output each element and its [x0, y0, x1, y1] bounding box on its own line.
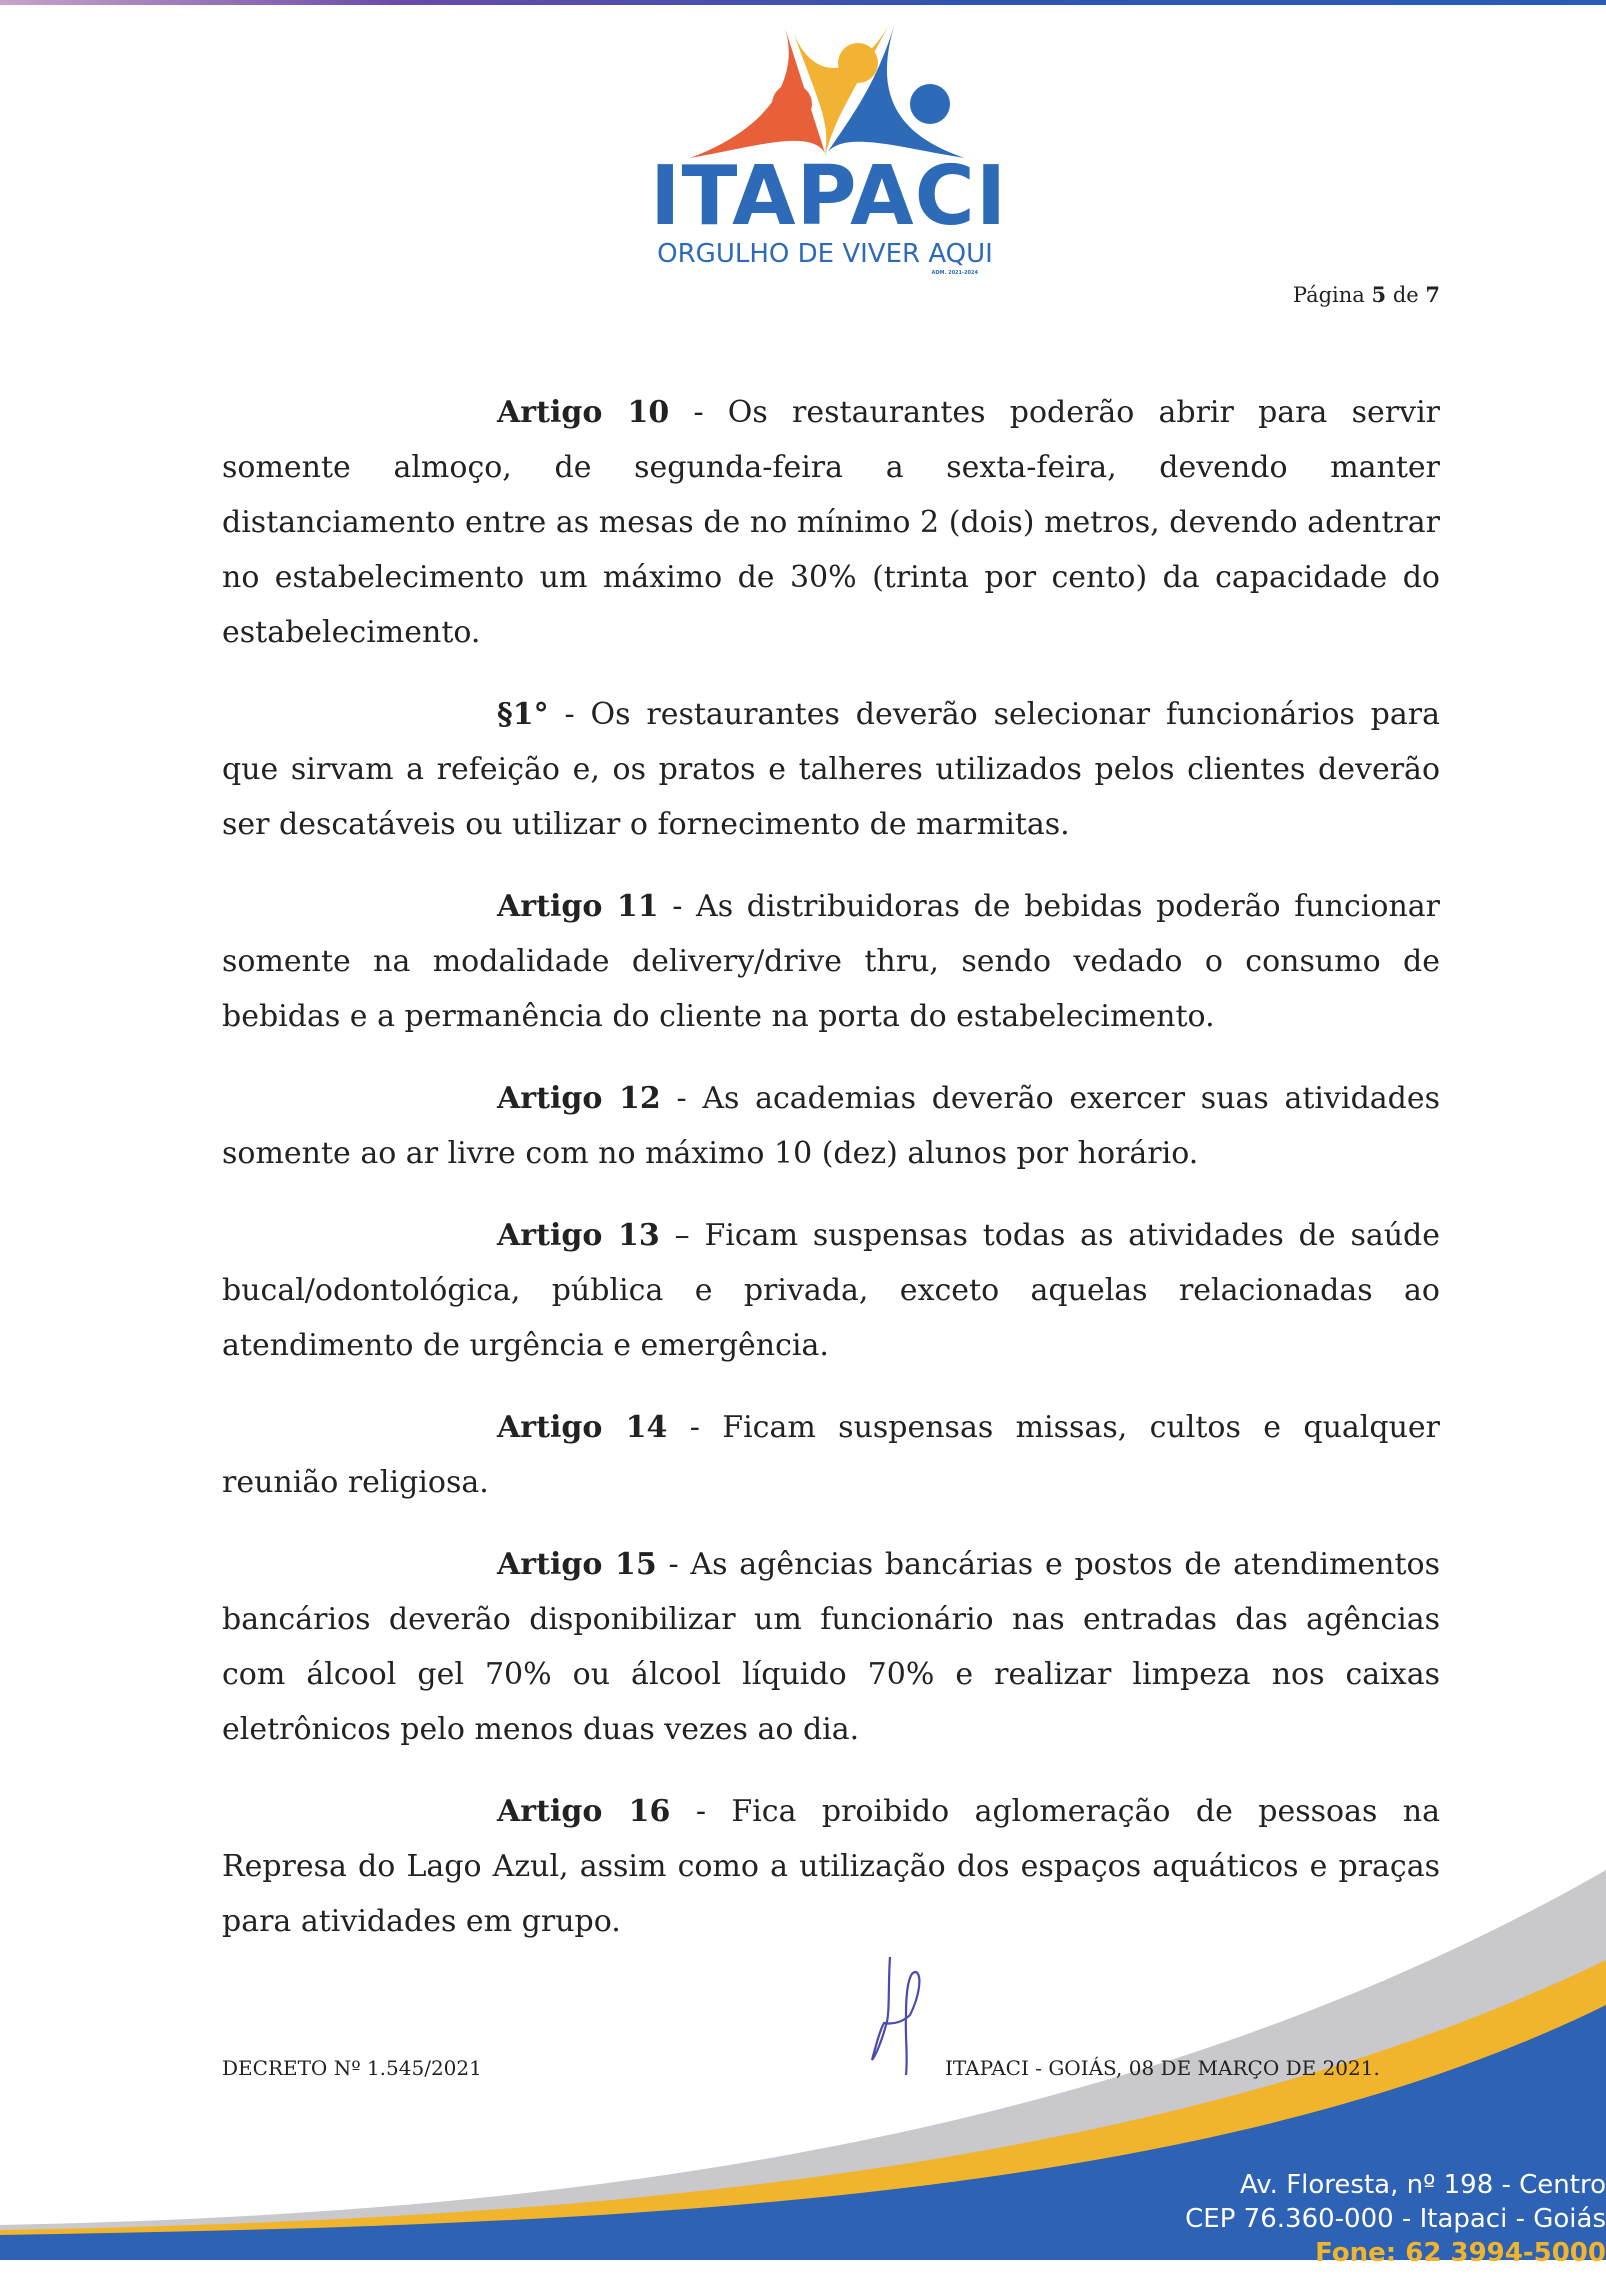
page-total: 7	[1425, 282, 1440, 307]
article-text: - Os restaurantes poderão abrir para servir somente almoço, de segunda-feira a sexta-feira, devendo manter distanciamento entre as mesas de no mínimo 2 (dois) metros, devendo adentrar no estabelecimento um máximo de 30% (trinta por cento) da capacidade do estabelecimento.	[222, 395, 1440, 650]
address-block	[1185, 2168, 1606, 2270]
phone-number: Fone: 62 3994-5000	[1315, 2238, 1606, 2268]
itapaci-logo	[650, 8, 1008, 276]
article-text: – Ficam suspensas todas as atividades de saúde bucal/odontológica, pública e privada, exceto aquelas relacionadas ao atendimento de urgência e emergência.	[222, 1218, 1441, 1363]
decree-number: DECRETO Nº 1.545/2021	[222, 2056, 482, 2080]
page-number	[1293, 282, 1440, 307]
paragraph-1	[222, 687, 1440, 852]
page-current: 5	[1371, 282, 1387, 307]
article-heading: Artigo 15	[497, 1547, 657, 1582]
article-text: - Os restaurantes deverão selecionar funcionários para que sirvam a refeição e, os pratos e talheres utilizados pelos clientes deverão ser descatáveis ou utilizar o fornecimento de marmitas.	[222, 697, 1440, 842]
page-of: de	[1392, 283, 1419, 307]
article-text: - As distribuidoras de bebidas poderão funcionar somente na modalidade delivery/drive thru, sendo vedado o consumo de bebidas e a permanência do cliente na porta do estabelecimento.	[222, 889, 1440, 1034]
article-15	[222, 1537, 1440, 1757]
article-text: - As academias deverão exercer suas atividades somente ao ar livre com no máximo 10 (dez) alunos por horário.	[222, 1081, 1441, 1171]
article-12	[222, 1071, 1440, 1181]
article-heading: Artigo 11	[497, 889, 659, 924]
article-heading: Artigo 13	[497, 1218, 660, 1253]
article-14	[222, 1400, 1440, 1510]
article-11	[222, 879, 1440, 1044]
article-text: - Fica proibido aglomeração de pessoas na Represa do Lago Azul, assim como a utilização dos espaços aquáticos e praças para atividades em grupo.	[222, 1794, 1441, 1939]
document-body	[222, 385, 1440, 1976]
address-line-1: Av. Floresta, nº 198 - Centro	[1240, 2170, 1606, 2200]
article-10	[222, 385, 1440, 660]
logo-administration: ADM. 2021-2024	[931, 270, 978, 276]
people-emblem-icon	[650, 8, 1000, 158]
logo-name: ITAPACI	[650, 149, 1008, 244]
top-border	[0, 0, 1606, 5]
article-text: - Ficam suspensas missas, cultos e qualquer reunião religiosa.	[222, 1410, 1441, 1500]
article-13	[222, 1208, 1440, 1373]
article-heading: §1°	[497, 697, 549, 732]
place-date: ITAPACI - GOIÁS, 08 DE MARÇO DE 2021.	[945, 2056, 1380, 2080]
page-label: Página	[1292, 283, 1365, 307]
article-heading: Artigo 14	[497, 1410, 668, 1445]
address-line-2: CEP 76.360-000 - Itapaci - Goiás	[1185, 2204, 1606, 2234]
article-heading: Artigo 16	[497, 1794, 671, 1829]
article-text: - As agências bancárias e postos de atendimentos bancários deverão disponibilizar um funcionário nas entradas das agências com álcool gel 70% ou álcool líquido 70% e realizar limpeza nos caixas eletrônicos pelo menos duas vezes ao dia.	[222, 1547, 1440, 1747]
article-heading: Artigo 12	[497, 1081, 661, 1116]
logo-slogan: ORGULHO DE VIVER AQUI	[657, 239, 993, 269]
article-heading: Artigo 10	[497, 395, 670, 430]
